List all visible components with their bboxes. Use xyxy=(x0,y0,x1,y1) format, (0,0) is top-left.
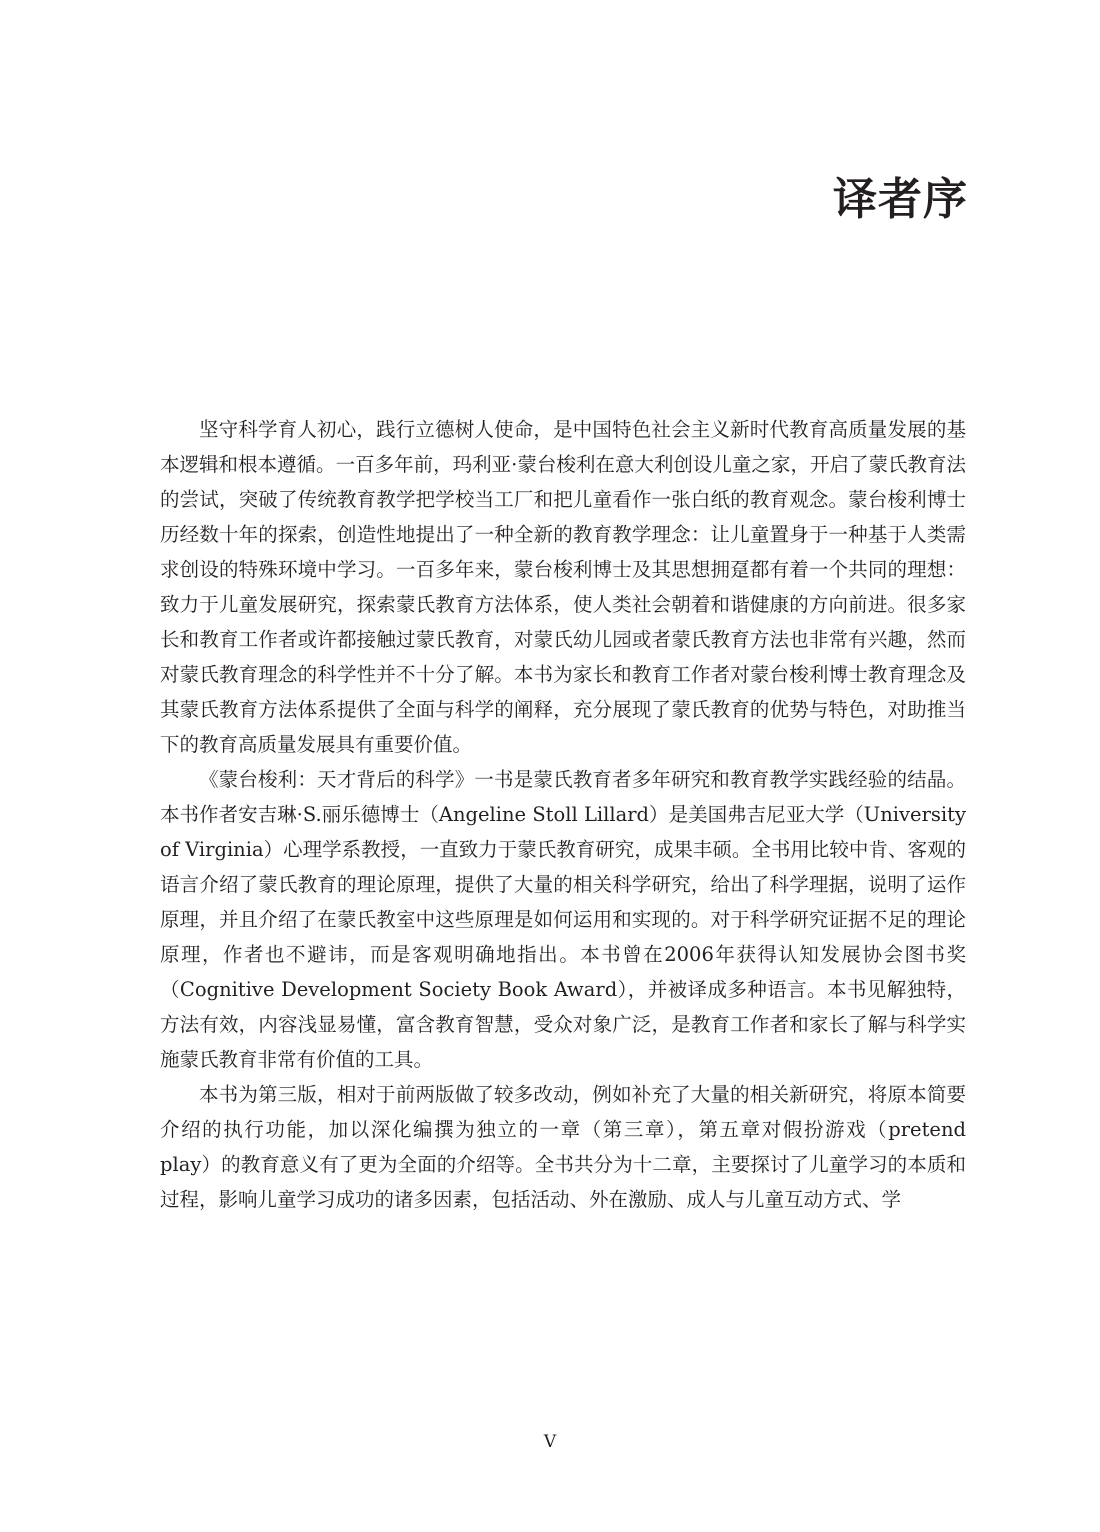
paragraph: 本书为第三版，相对于前两版做了较多改动，例如补充了大量的相关新研究，将原本简要介绍的执行功能，加以深化编撰为独立的一章（第三章），第五章对假扮游戏（pretend play）的教育意义有了更为全面的介绍等。全书共分为十二章，主要探讨了儿童学习的本质和过程，影响儿童学习成功的诸多因素，包括活动、外在激励、成人与儿童互动方式、学 xyxy=(160,1083,966,1211)
page-number: V xyxy=(543,1432,557,1452)
page-title: 译者序 xyxy=(833,174,968,225)
paragraph: 坚守科学育人初心，践行立德树人使命，是中国特色社会主义新时代教育高质量发展的基本逻辑和根本遵循。一百多年前，玛利亚·蒙台梭利在意大利创设儿童之家，开启了蒙氏教育法的尝试，突破了传统教育教学把学校当工厂和把儿童看作一张白纸的教育观念。蒙台梭利博士历经数十年的探索，创造性地提出了一种全新的教育教学理念：让儿童置身于一种基于人类需求创设的特殊环境中学习。一百多年来，蒙台梭利博士及其思想拥趸都有着一个共同的理想：致力于儿童发展研究，探索蒙氏教育方法体系，使人类社会朝着和谐健康的方向前进。很多家长和教育工作者或许都接触过蒙氏教育，对蒙氏幼儿园或者蒙氏教育方法也非常有兴趣，然而对蒙氏教育理念的科学性并不十分了解。本书为家长和教育工作者对蒙台梭利博士教育理念及其蒙氏教育方法体系提供了全面与科学的阐释，充分展现了蒙氏教育的优势与特色，对助推当下的教育高质量发展具有重要价值。 xyxy=(160,418,966,756)
paragraph: 《蒙台梭利：天才背后的科学》一书是蒙氏教育者多年研究和教育教学实践经验的结晶。本书作者安吉琳·S.丽乐德博士（Angeline Stoll Lillard）是美国弗吉尼亚大学（University of Virginia）心理学系教授，一直致力于蒙氏教育研究，成果丰硕。全书用比较中肯、客观的语言介绍了蒙氏教育的理论原理，提供了大量的相关科学研究，给出了科学理据，说明了运作原理，并且介绍了在蒙氏教室中这些原理是如何运用和实现的。对于科学研究证据不足的理论原理，作者也不避讳，而是客观明确地指出。本书曾在2006年获得认知发展协会图书奖（Cognitive Development Society Book Award），并被译成多种语言。本书见解独特，方法有效，内容浅显易懂，富含教育智慧，受众对象广泛，是教育工作者和家长了解与科学实施蒙氏教育非常有价值的工具。 xyxy=(160,768,966,1071)
body-text xyxy=(160,412,966,1217)
